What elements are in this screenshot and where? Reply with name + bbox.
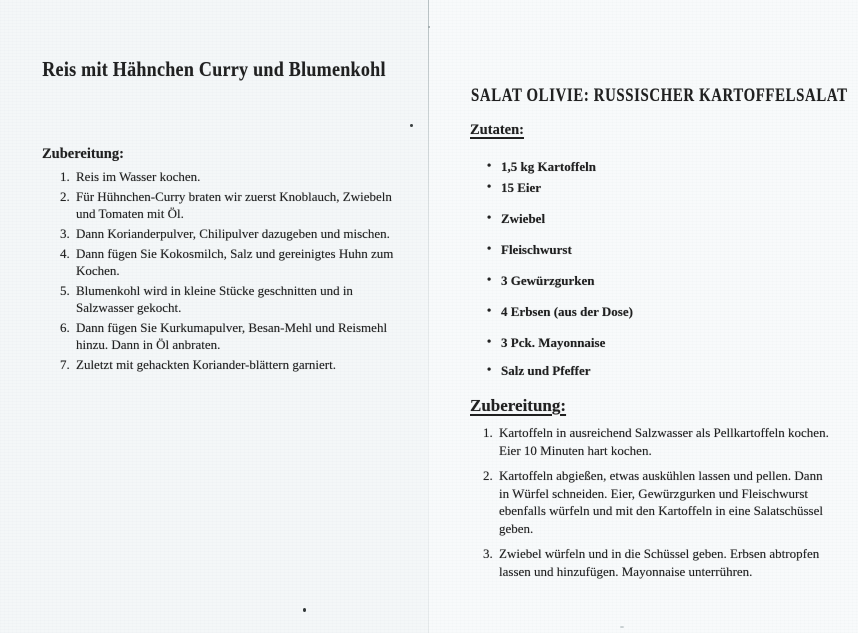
right-recipe-title: SALAT OLIVIE: RUSSISCHER KARTOFFELSALAT	[471, 86, 848, 106]
ingredient-item: • Salz und Pfeffer	[487, 363, 633, 378]
left-recipe-title: Reis mit Hähnchen Curry und Blumenkohl	[42, 57, 386, 81]
scan-speck	[303, 608, 306, 612]
prep-step: 1. Kartoffeln in ausreichend Salzwasser als Pellkartoffeln kochen. Eier 10 Minuten hart kochen.	[496, 424, 830, 459]
scan-speck	[428, 26, 430, 28]
left-preparation-steps	[54, 168, 412, 376]
ingredient-item: • 3 Pck. Mayonnaise	[487, 335, 633, 350]
prep-step: 3. Dann Korianderpulver, Chilipulver dazugeben und mischen.	[73, 225, 412, 242]
ingredient-item: • Fleischwurst	[487, 242, 633, 257]
prep-step: 2. Kartoffeln abgießen, etwas auskühlen lassen und pellen. Dann in Würfel schneiden. Eier, Gewürzgurken und Fleischwurst ebenfalls würfeln und mit den Kartoffeln in eine Salatschüssel geben.	[496, 467, 830, 537]
ingredient-item: • 1,5 kg Kartoffeln	[487, 159, 633, 174]
recipe-page-right	[428, 0, 858, 633]
ingredients-list	[487, 159, 633, 378]
right-preparation-heading: Zubereitung:	[470, 396, 567, 415]
scan-speck	[410, 124, 413, 127]
ingredient-item: • 4 Erbsen (aus der Dose)	[487, 304, 633, 319]
ingredient-item: • Zwiebel	[487, 211, 633, 226]
ingredient-item: • 15 Eier	[487, 180, 633, 195]
prep-step: 4. Dann fügen Sie Kokosmilch, Salz und gereinigtes Huhn zum Kochen.	[73, 245, 412, 279]
recipe-page-left	[0, 0, 428, 633]
ingredient-item: • 3 Gewürzgurken	[487, 273, 633, 288]
left-preparation-heading: Zubereitung:	[42, 146, 124, 162]
prep-step: 2. Für Hühnchen-Curry braten wir zuerst Knoblauch, Zwiebeln und Tomaten mit Öl.	[73, 188, 412, 222]
prep-step: 1. Reis im Wasser kochen.	[73, 168, 412, 185]
scan-speck	[620, 626, 624, 628]
right-preparation-steps	[478, 424, 830, 588]
page-fold-edge	[428, 0, 429, 633]
prep-step: 3. Zwiebel würfeln und in die Schüssel geben. Erbsen abtropfen lassen und hinzufügen. Mayonnaise unterrühren.	[496, 545, 830, 580]
prep-step: 7. Zuletzt mit gehackten Koriander-blättern garniert.	[73, 356, 412, 373]
ingredients-heading: Zutaten:	[470, 122, 524, 138]
prep-step: 6. Dann fügen Sie Kurkumapulver, Besan-Mehl und Reismehl hinzu. Dann in Öl anbraten.	[73, 319, 412, 353]
prep-step: 5. Blumenkohl wird in kleine Stücke geschnitten und in Salzwasser gekocht.	[73, 282, 412, 316]
